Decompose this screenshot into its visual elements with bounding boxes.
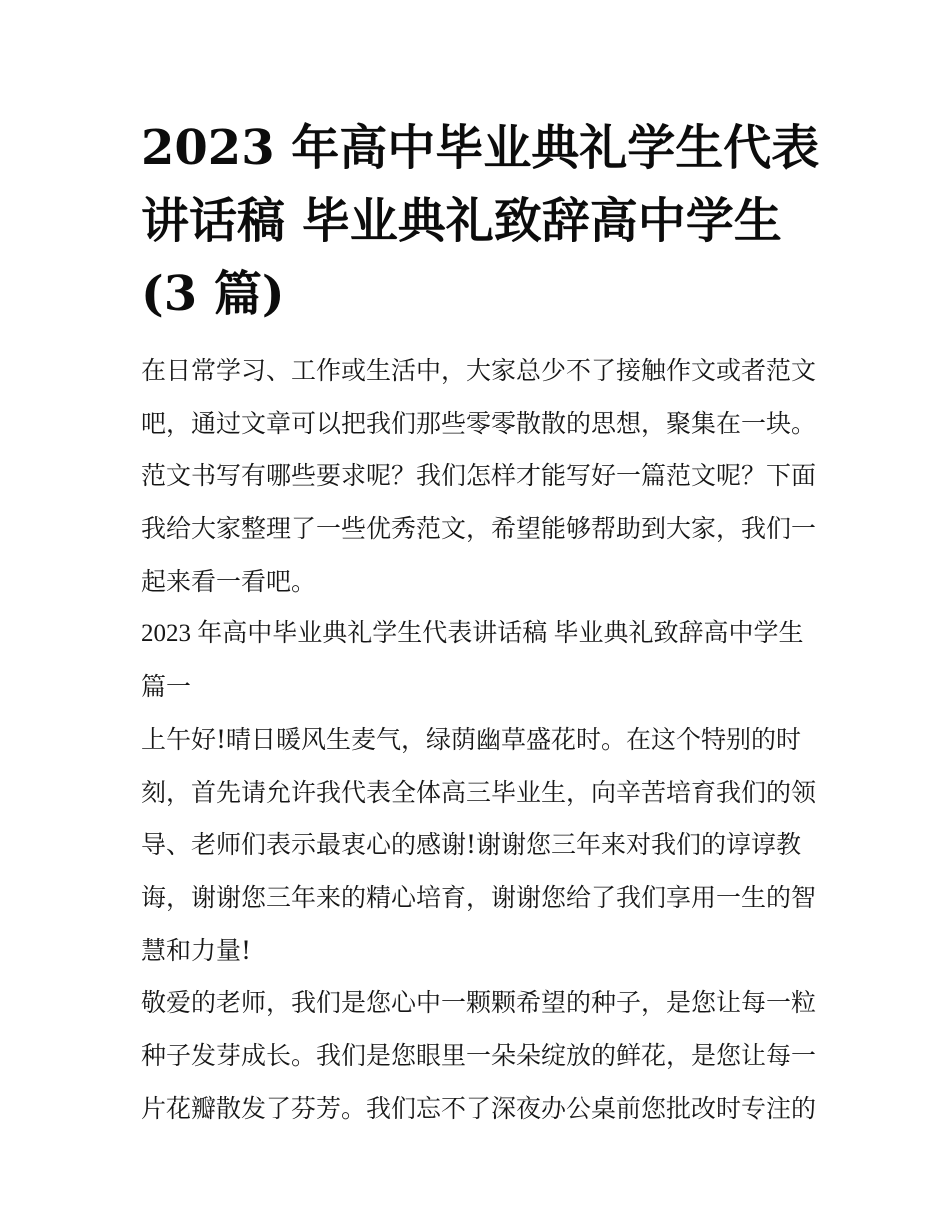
intro-paragraph-line: 在日常学习、工作或生活中，大家总少不了接触作文或者范文 (141, 356, 817, 385)
title-line: 2023 年高中毕业典礼学生代表 (141, 120, 820, 176)
document-body (141, 345, 817, 1135)
speech-paragraph-line: 诲，谢谢您三年来的精心培育，谢谢您给了我们享用一生的智 (141, 882, 817, 912)
speech-paragraph-line: 片花瓣散发了芬芳。我们忘不了深夜办公桌前您批改时专注的 (141, 1093, 817, 1123)
speech-paragraph-line: 种子发芽成长。我们是您眼里一朵朵绽放的鲜花，是您让每一 (141, 1040, 817, 1070)
title-line: (3 篇) (141, 266, 285, 322)
section-heading-line: 篇一 (141, 672, 192, 702)
speech-paragraph-line: 上午好!晴日暖风生麦气，绿荫幽草盛花时。在这个特别的时 (141, 724, 802, 754)
intro-paragraph-line: 我给大家整理了一些优秀范文，希望能够帮助到大家，我们一 (141, 514, 817, 544)
document-title (141, 112, 820, 331)
intro-paragraph-line: 起来看一看吧。 (141, 566, 317, 596)
title-line: 讲话稿 毕业典礼致辞高中学生 (141, 193, 782, 249)
speech-paragraph-line: 导、老师们表示最衷心的感谢!谢谢您三年来对我们的谆谆教 (141, 830, 802, 860)
speech-paragraph-line: 刻，首先请允许我代表全体高三毕业生，向辛苦培育我们的领 (141, 777, 817, 807)
intro-paragraph-line: 范文书写有哪些要求呢？我们怎样才能写好一篇范文呢？下面 (141, 461, 817, 491)
section-heading-line: 2023 年高中毕业典礼学生代表讲话稿 毕业典礼致辞高中学生 (141, 620, 804, 648)
speech-paragraph-line: 敬爱的老师，我们是您心中一颗颗希望的种子，是您让每一粒 (141, 988, 817, 1018)
speech-paragraph-line: 慧和力量! (141, 935, 252, 965)
intro-paragraph-line: 吧，通过文章可以把我们那些零零散散的思想，聚集在一块。 (141, 408, 817, 438)
document-content (141, 112, 820, 1135)
